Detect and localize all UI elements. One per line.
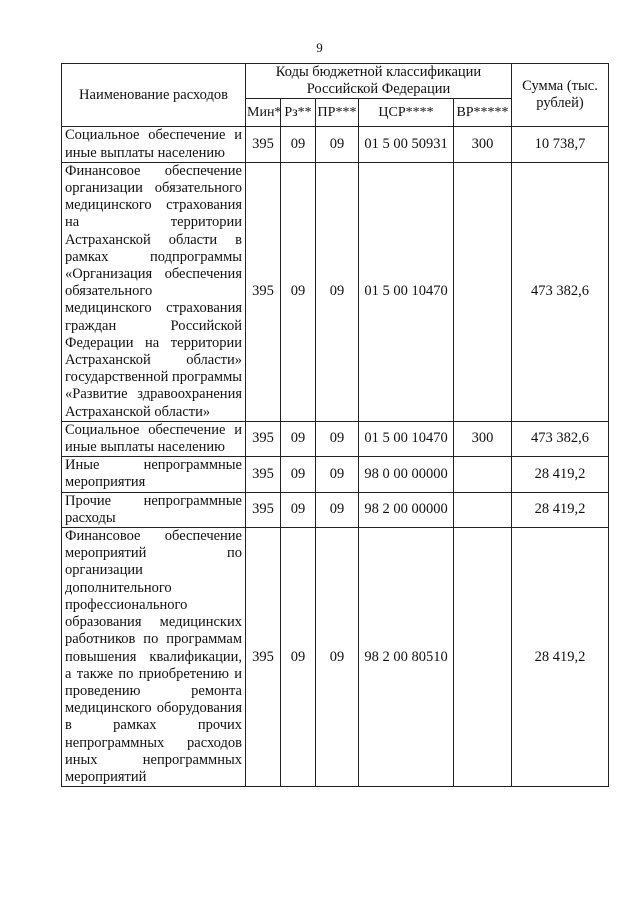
row-name: Финансовое обеспечение мероприятий по организации дополнительного профессионального образования медицинских работников по программам повышения квалификации, а также по приобретению и проведению ремонта медицинского оборудования в рамках прочих непрограммных расходов иных непрограммных мероприятий	[62, 528, 246, 787]
row-csr: 01 5 00 10470	[359, 421, 454, 456]
row-sum: 473 382,6	[512, 162, 609, 421]
header-min: Мин*	[246, 99, 281, 127]
row-pr: 09	[316, 421, 359, 456]
row-pr: 09	[316, 457, 359, 492]
table-row	[62, 421, 609, 456]
row-name: Социальное обеспечение и иные выплаты населению	[62, 421, 246, 456]
header-csr: ЦСР****	[359, 99, 454, 127]
row-vr	[454, 528, 512, 787]
row-min: 395	[246, 528, 281, 787]
row-rz: 09	[281, 457, 316, 492]
row-rz: 09	[281, 492, 316, 527]
row-sum: 28 419,2	[512, 528, 609, 787]
row-min: 395	[246, 127, 281, 162]
row-rz: 09	[281, 421, 316, 456]
row-min: 395	[246, 162, 281, 421]
row-min: 395	[246, 457, 281, 492]
header-codes-title: Коды бюджетной классификации Российской Федерации	[246, 64, 512, 99]
row-name: Иные непрограммные мероприятия	[62, 457, 246, 492]
row-min: 395	[246, 421, 281, 456]
row-sum: 28 419,2	[512, 457, 609, 492]
header-sum: Сумма (тыс. рублей)	[512, 64, 609, 127]
header-vr: ВР*****	[454, 99, 512, 127]
row-csr: 98 0 00 00000	[359, 457, 454, 492]
row-rz: 09	[281, 528, 316, 787]
row-csr: 01 5 00 50931	[359, 127, 454, 162]
row-rz: 09	[281, 162, 316, 421]
row-pr: 09	[316, 127, 359, 162]
row-vr: 300	[454, 127, 512, 162]
row-pr: 09	[316, 492, 359, 527]
row-csr: 98 2 00 00000	[359, 492, 454, 527]
row-vr	[454, 457, 512, 492]
row-csr: 98 2 00 80510	[359, 528, 454, 787]
row-vr	[454, 492, 512, 527]
page-number: 9	[316, 40, 323, 55]
row-name: Прочие непрограммные расходы	[62, 492, 246, 527]
header-rz: Рз**	[281, 99, 316, 127]
table-row	[62, 492, 609, 527]
row-sum: 473 382,6	[512, 421, 609, 456]
header-pr: ПР***	[316, 99, 359, 127]
row-name: Социальное обеспечение и иные выплаты населению	[62, 127, 246, 162]
header-name: Наименование расходов	[62, 64, 246, 127]
row-pr: 09	[316, 162, 359, 421]
row-min: 395	[246, 492, 281, 527]
row-sum: 10 738,7	[512, 127, 609, 162]
table-row	[62, 127, 609, 162]
row-pr: 09	[316, 528, 359, 787]
table-row	[62, 457, 609, 492]
row-sum: 28 419,2	[512, 492, 609, 527]
header-row-top	[62, 64, 609, 99]
budget-table	[61, 63, 609, 787]
table-row	[62, 162, 609, 421]
row-vr: 300	[454, 421, 512, 456]
row-csr: 01 5 00 10470	[359, 162, 454, 421]
row-vr	[454, 162, 512, 421]
table-row	[62, 528, 609, 787]
row-name: Финансовое обеспечение организации обязательного медицинского страхования на территории Астраханской области в рамках подпрограммы «Организация обеспечения обязательного медицинского страхования граждан Российской Федерации на территории Астраханской области» государственной программы «Развитие здравоохранения Астраханской области»	[62, 162, 246, 421]
row-rz: 09	[281, 127, 316, 162]
